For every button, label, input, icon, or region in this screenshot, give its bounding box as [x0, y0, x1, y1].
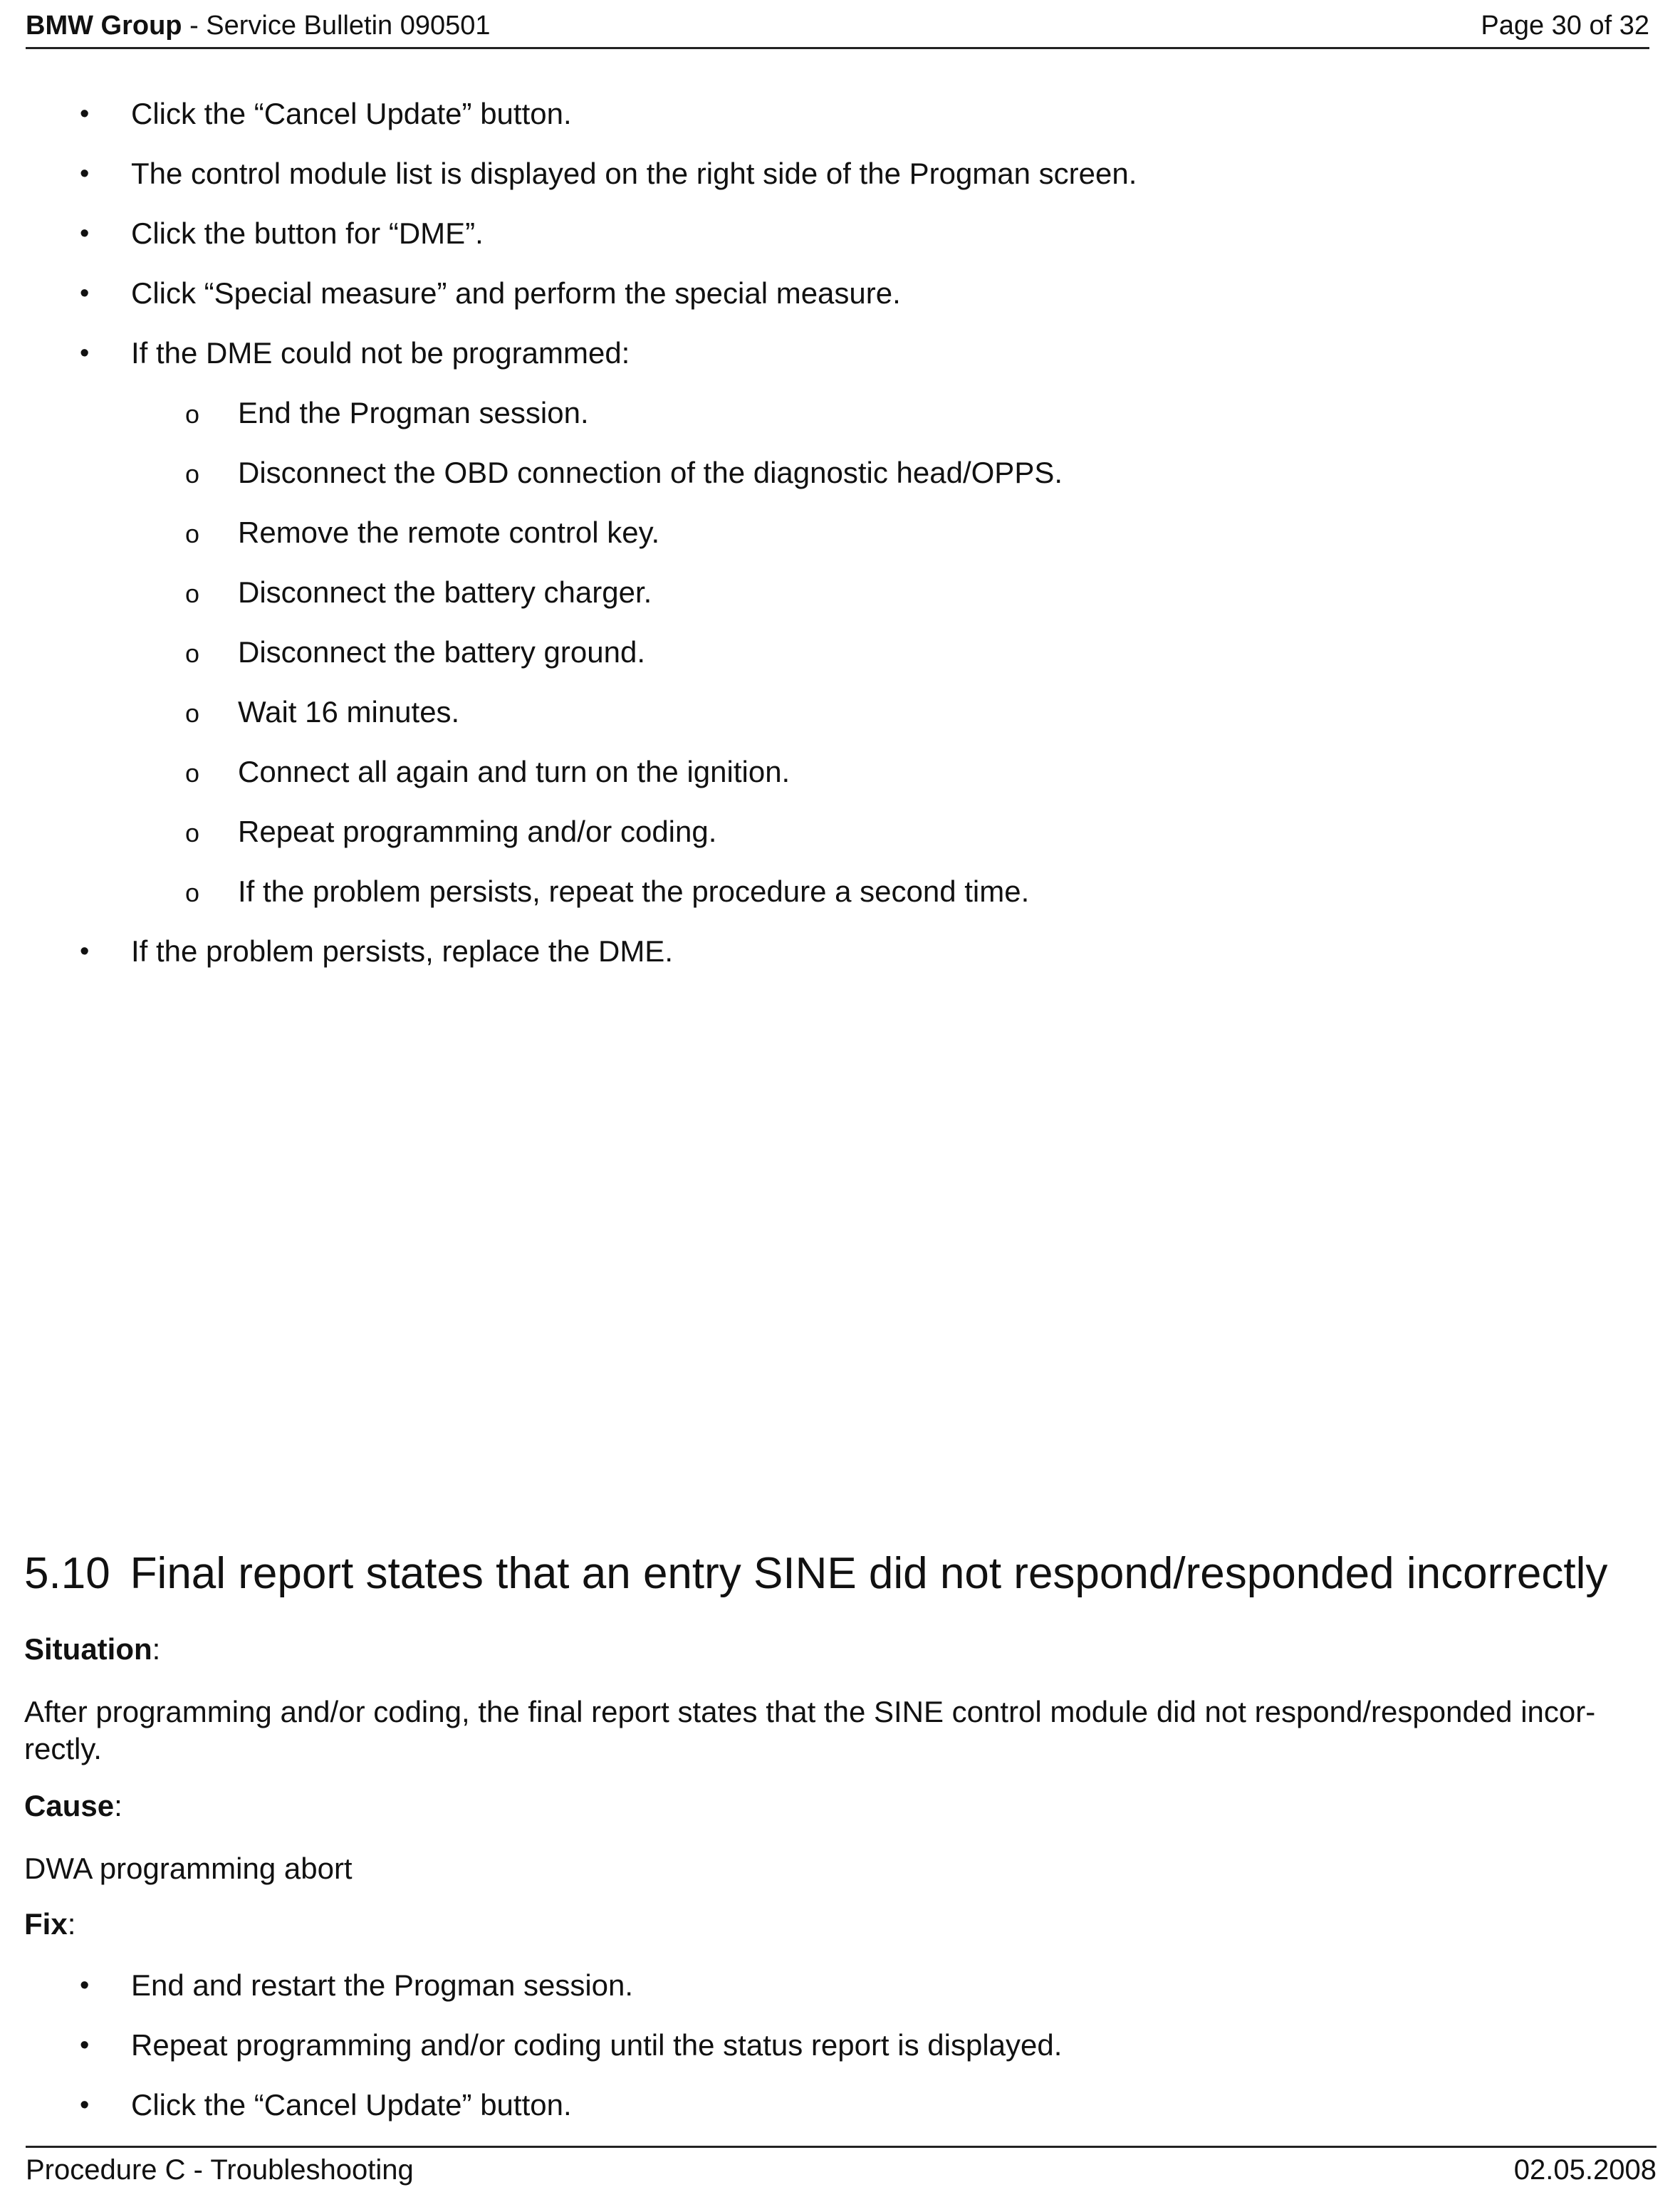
list-item-text: Click “Special measure” and perform the special measure. — [131, 276, 901, 310]
section-number: 5.10 — [24, 1549, 110, 1598]
sub-bullet-marker: o — [185, 758, 200, 788]
bullet-marker: • — [80, 2030, 90, 2060]
list-item — [0, 323, 1680, 383]
list-item-text: Repeat programming and/or coding until the status report is displayed. — [131, 2028, 1063, 2062]
list-item — [0, 922, 1680, 981]
list-item-text: End and restart the Progman session. — [131, 1968, 634, 2002]
sub-list-item-text: Disconnect the OBD connection of the diagnostic head/OPPS. — [238, 456, 1063, 489]
list-item-text: If the DME could not be programmed: — [131, 336, 630, 370]
sub-list-item — [0, 383, 1680, 443]
sub-list-item — [0, 622, 1680, 682]
sub-list-item — [0, 742, 1680, 802]
situation-label-text: Situation — [24, 1632, 152, 1666]
bullet-marker: • — [80, 1971, 90, 2000]
cause-label-text: Cause — [24, 1789, 115, 1822]
bullet-marker: • — [80, 936, 90, 966]
section-heading — [24, 1545, 1607, 1602]
list-item-text: Click the button for “DME”. — [131, 216, 484, 250]
cause-text: DWA programming abort — [24, 1852, 353, 1885]
bullet-marker: • — [80, 278, 90, 308]
sub-bullet-marker: o — [185, 878, 200, 907]
footer-section: Procedure C - Troubleshooting — [26, 2154, 414, 2186]
list-item — [0, 84, 1680, 144]
page-header — [26, 7, 1649, 49]
header-brand: BMW Group — [26, 11, 182, 41]
bullet-marker: • — [80, 159, 90, 189]
sub-list-item-text: Disconnect the battery ground. — [238, 635, 646, 669]
sub-bullet-marker: o — [185, 519, 200, 548]
cause-label — [24, 1786, 122, 1826]
sub-list-item — [0, 802, 1680, 862]
sub-list-item-text: Wait 16 minutes. — [238, 695, 460, 729]
fix-label-text: Fix — [24, 1907, 68, 1941]
footer-date: 02.05.2008 — [1513, 2154, 1656, 2186]
top-procedure-list — [0, 84, 1680, 981]
label-colon: : — [67, 1907, 76, 1941]
list-item — [0, 2015, 1680, 2075]
section-title: Final report states that an entry SINE did not respond/responded incorrectly — [130, 1549, 1608, 1598]
sub-list-item — [0, 503, 1680, 563]
sub-bullet-marker: o — [185, 639, 200, 668]
sub-list-item-text: Connect all again and turn on the ignition. — [238, 755, 791, 788]
bullet-marker: • — [80, 338, 90, 368]
fix-list — [0, 1956, 1680, 2135]
situation-text: After programming and/or coding, the final report states that the SINE control module did not respond/responded incor-rectly. — [24, 1695, 1596, 1765]
page-number: Page 30 of 32 — [1481, 11, 1649, 41]
sub-bullet-marker: o — [185, 400, 200, 429]
sub-list-item-text: If the problem persists, repeat the procedure a second time. — [238, 875, 1030, 908]
bullet-marker: • — [80, 99, 90, 129]
sub-list-item — [0, 443, 1680, 503]
bullet-marker: • — [80, 219, 90, 249]
header-bulletin: - Service Bulletin 090501 — [182, 11, 491, 41]
list-item-text: Click the “Cancel Update” button. — [131, 97, 572, 130]
list-item — [0, 263, 1680, 323]
sub-list-item-text: Repeat programming and/or coding. — [238, 815, 717, 848]
sub-bullet-marker: o — [185, 459, 200, 489]
list-item-text: Click the “Cancel Update” button. — [131, 2088, 572, 2122]
list-item-text: The control module list is displayed on the right side of the Progman screen. — [131, 157, 1137, 190]
sub-bullet-marker: o — [185, 699, 200, 728]
label-colon: : — [152, 1632, 161, 1666]
bullet-marker: • — [80, 2090, 90, 2120]
list-item-text: If the problem persists, replace the DME. — [131, 934, 673, 968]
list-item — [0, 204, 1680, 263]
list-item — [0, 144, 1680, 204]
situation-label — [24, 1629, 160, 1669]
sub-list-item-text: Remove the remote control key. — [238, 516, 660, 549]
sub-bullet-marker: o — [185, 818, 200, 847]
header-title — [26, 7, 491, 44]
label-colon: : — [114, 1789, 122, 1822]
sub-list-item-text: Disconnect the battery charger. — [238, 575, 652, 609]
page-footer — [26, 2146, 1656, 2191]
fix-label — [24, 1904, 75, 1944]
list-item — [0, 1956, 1680, 2015]
sub-list-item — [0, 682, 1680, 742]
sub-list-item — [0, 862, 1680, 922]
sub-list-item — [0, 563, 1680, 622]
sub-bullet-marker: o — [185, 579, 200, 608]
list-item — [0, 2075, 1680, 2135]
sub-list-item-text: End the Progman session. — [238, 396, 589, 429]
